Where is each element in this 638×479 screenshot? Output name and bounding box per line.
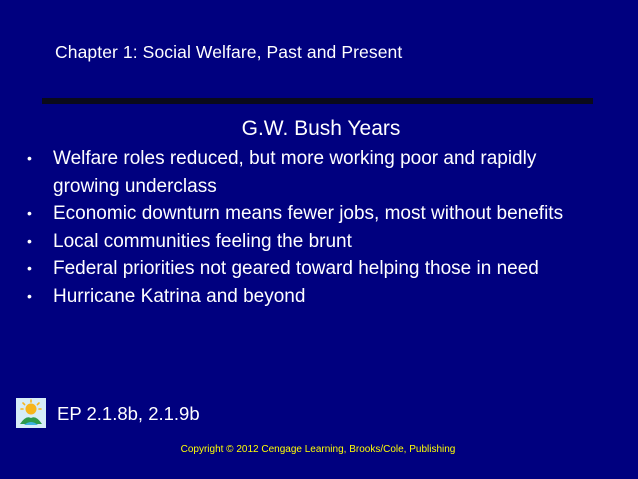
bullet-item [27,283,587,311]
ep-standards: EP 2.1.8b, 2.1.9b [57,403,200,424]
bullet-item [27,200,587,228]
divider [42,98,593,104]
bullet-text: Local communities feeling the brunt [53,230,352,252]
bullet-text: Hurricane Katrina and beyond [53,285,306,307]
bullet-text: Federal priorities not geared toward helping those in need [53,258,539,279]
bullet-item [27,255,587,283]
bullet-item [27,145,587,200]
bullet-text: Welfare roles reduced, but more working poor and rapidly growing underclass [53,148,537,197]
copyright-text: Copyright © 2012 Cengage Learning, Brooks/Cole, Publishing [180,444,456,455]
bullet-icon: • [27,232,32,249]
slide-title: G.W. Bush Years [241,117,401,140]
bullet-item [27,228,587,256]
bullet-text: Economic downturn means fewer jobs, most without benefits [53,203,564,224]
chapter-title: Chapter 1: Social Welfare, Past and Present [55,42,403,62]
bullet-icon: • [27,205,32,221]
bullet-icon: • [27,260,32,276]
bullet-icon: • [27,287,32,304]
copyright-notice [0,444,638,455]
bullet-icon: • [27,150,32,166]
bullet-list [27,145,587,310]
sun-person-logo-icon [16,398,46,428]
